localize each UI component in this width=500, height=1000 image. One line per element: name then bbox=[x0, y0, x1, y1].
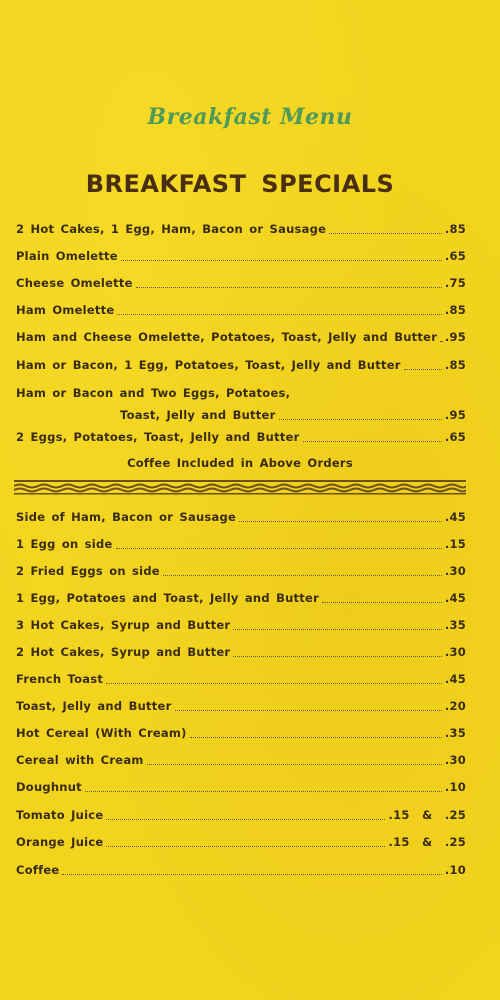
menu-item bbox=[16, 329, 466, 345]
menu-item-name: Plain Omelette bbox=[16, 249, 118, 263]
menu-item bbox=[16, 221, 466, 237]
leader-dots bbox=[322, 601, 442, 603]
menu-item-price: .95 bbox=[444, 330, 466, 344]
menu-item bbox=[16, 563, 466, 579]
leader-dots bbox=[121, 259, 442, 261]
leader-dots bbox=[190, 736, 442, 738]
leader-dots bbox=[233, 655, 442, 657]
menu-item bbox=[16, 725, 466, 741]
menu-item-name: 2 Eggs, Potatoes, Toast, Jelly and Butter bbox=[16, 430, 300, 444]
menu-item-name-line2: Toast, Jelly and Butter bbox=[120, 408, 276, 422]
menu-item bbox=[16, 671, 466, 687]
leader-dots bbox=[116, 547, 442, 549]
leader-dots bbox=[106, 682, 442, 684]
menu-item bbox=[16, 834, 466, 850]
menu-item-name: 1 Egg on side bbox=[16, 537, 113, 551]
menu-item-price: .35 bbox=[444, 726, 466, 740]
menu-item-price: .85 bbox=[444, 222, 466, 236]
menu-item bbox=[16, 590, 466, 606]
menu-item-name: Coffee bbox=[16, 863, 60, 877]
menu-item bbox=[16, 275, 466, 291]
menu-item-name: Side of Ham, Bacon or Sausage bbox=[16, 510, 237, 524]
menu-item bbox=[16, 807, 466, 823]
menu-item bbox=[16, 644, 466, 660]
menu-item-price: .30 bbox=[444, 753, 466, 767]
leader-dots bbox=[239, 520, 442, 522]
menu-item-name: Toast, Jelly and Butter bbox=[16, 699, 172, 713]
menu-item-price: .20 bbox=[444, 699, 466, 713]
menu-item bbox=[16, 509, 466, 525]
menu-item bbox=[16, 752, 466, 768]
leader-dots bbox=[163, 574, 442, 576]
menu-item-name: 3 Hot Cakes, Syrup and Butter bbox=[16, 618, 231, 632]
menu-item-name: Hot Cereal (With Cream) bbox=[16, 726, 187, 740]
menu-item bbox=[16, 385, 466, 423]
coffee-included-note: Coffee Included in Above Orders bbox=[127, 456, 353, 470]
menu-item-price: .30 bbox=[444, 564, 466, 578]
menu-item-name: Ham Omelette bbox=[16, 303, 115, 317]
leader-dots bbox=[106, 845, 385, 847]
leader-dots bbox=[329, 232, 442, 234]
menu-item-name: 1 Egg, Potatoes and Toast, Jelly and Butter bbox=[16, 591, 320, 605]
leader-dots bbox=[440, 340, 442, 342]
menu-item bbox=[16, 698, 466, 714]
menu-item bbox=[16, 302, 466, 318]
menu-item-name: Cereal with Cream bbox=[16, 753, 144, 767]
menu-item-price: .15 & .25 bbox=[388, 835, 466, 849]
menu-item-price: .85 bbox=[444, 358, 466, 372]
menu-item-name: Tomato Juice bbox=[16, 808, 104, 822]
breakfast-specials-heading: BREAKFAST SPECIALS bbox=[85, 170, 395, 198]
menu-item-name: 2 Hot Cakes, 1 Egg, Ham, Bacon or Sausage bbox=[16, 222, 327, 236]
menu-item-price: .65 bbox=[444, 249, 466, 263]
menu-item bbox=[16, 357, 466, 373]
leader-dots bbox=[404, 368, 442, 370]
menu-item-price: .15 bbox=[444, 537, 466, 551]
menu-item-name: 2 Hot Cakes, Syrup and Butter bbox=[16, 645, 231, 659]
leader-dots bbox=[117, 313, 441, 315]
menu-item-price: .10 bbox=[444, 863, 466, 877]
menu-item-name: Doughnut bbox=[16, 780, 82, 794]
menu-item-price: .45 bbox=[444, 510, 466, 524]
leader-dots bbox=[136, 286, 442, 288]
menu-item-price: .35 bbox=[444, 618, 466, 632]
menu-item bbox=[16, 862, 466, 878]
leader-dots bbox=[147, 763, 442, 765]
leader-dots bbox=[106, 818, 385, 820]
menu-item-name: Orange Juice bbox=[16, 835, 104, 849]
menu-item-price: .15 & .25 bbox=[388, 808, 466, 822]
leader-dots bbox=[279, 418, 442, 420]
menu-item-price: .10 bbox=[444, 780, 466, 794]
menu-item-price: .45 bbox=[444, 672, 466, 686]
leader-dots bbox=[233, 628, 442, 630]
menu-item-name: Ham or Bacon, 1 Egg, Potatoes, Toast, Jelly and Butter bbox=[16, 358, 401, 372]
leader-dots bbox=[303, 440, 442, 442]
menu-item bbox=[16, 248, 466, 264]
menu-item bbox=[16, 536, 466, 552]
menu-item-price: .95 bbox=[444, 408, 466, 422]
menu-item bbox=[16, 429, 466, 445]
leader-dots bbox=[62, 873, 441, 875]
menu-item-price: .85 bbox=[444, 303, 466, 317]
menu-item bbox=[16, 617, 466, 633]
menu-item-price: .45 bbox=[444, 591, 466, 605]
menu-item-price: .65 bbox=[444, 430, 466, 444]
menu-item-price: .30 bbox=[444, 645, 466, 659]
menu-item-name: 2 Fried Eggs on side bbox=[16, 564, 160, 578]
wavy-divider bbox=[14, 478, 466, 496]
menu-item bbox=[16, 779, 466, 795]
menu-item-name: Ham and Cheese Omelette, Potatoes, Toast, Jelly and Butter bbox=[16, 330, 438, 344]
leader-dots bbox=[175, 709, 442, 711]
breakfast-menu-script-title: Breakfast Menu bbox=[147, 104, 353, 130]
menu-item-price: .75 bbox=[444, 276, 466, 290]
menu-item-name: Cheese Omelette bbox=[16, 276, 133, 290]
leader-dots bbox=[85, 790, 442, 792]
menu-item-name-line1: Ham or Bacon and Two Eggs, Potatoes, bbox=[16, 386, 291, 400]
menu-item-name: French Toast bbox=[16, 672, 104, 686]
